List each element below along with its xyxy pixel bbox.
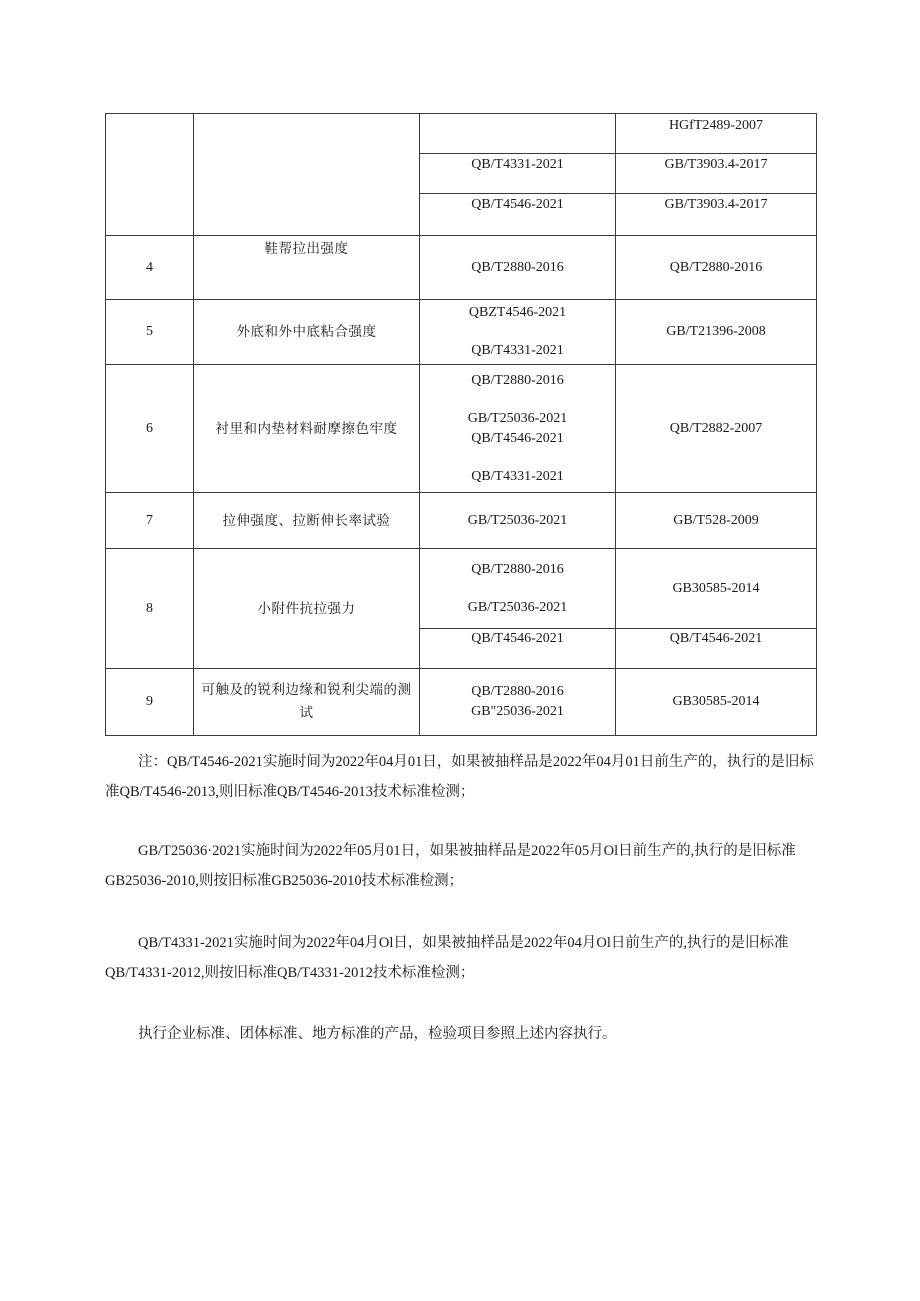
method-line: QB/T4546-2021	[471, 430, 564, 446]
cell-method	[420, 114, 616, 154]
cell-standard: GB30585-2014	[616, 669, 817, 736]
cell-method: QB/T4546-2021	[420, 629, 616, 669]
method-line: GB"25036-2021	[471, 704, 564, 719]
cell-item	[194, 114, 420, 236]
cell-no: 6	[106, 365, 194, 493]
cell-no: 5	[106, 300, 194, 365]
cell-no: 7	[106, 493, 194, 549]
cell-methods	[420, 549, 616, 629]
cell-methods	[420, 669, 616, 736]
cell-standard: GB/T528-2009	[616, 493, 817, 549]
table-row	[106, 365, 817, 493]
method-line: QB/T2880-2016	[471, 561, 564, 577]
table-row	[106, 669, 817, 736]
table-row	[106, 114, 817, 154]
method-line: QB/T2880-2016	[471, 372, 564, 388]
cell-no: 9	[106, 669, 194, 736]
method-line: QBZT4546-2021	[468, 305, 567, 320]
method-line: QB/T4331-2021	[471, 343, 564, 358]
table-row	[106, 236, 817, 300]
notes-section	[105, 928, 816, 988]
cell-standard: GB/T3903.4-2017	[616, 154, 817, 194]
cell-item: 鞋帮拉出强度	[194, 236, 420, 300]
note-paragraph: QB/T4331-2021实施时间为2022年04月Ol日，如果被抽样品是2022年04月Ol日前生产的,执行的是旧标准QB/T4331-2012,则按旧标准QB/T4331-2012技术标准检测；	[105, 935, 789, 981]
note-paragraph: GB/T25036·2021实施时间为2022年05月01日，如果被抽样品是2022年05月Ol日前生产的,执行的是旧标准GB25036-2010,则按旧标准GB25036-2010技术标准检测；	[105, 843, 796, 889]
cell-standard: QB/T2880-2016	[616, 236, 817, 300]
method-line: GB/T25036-2021	[467, 599, 568, 615]
cell-standard: GB30585-2014	[616, 549, 817, 629]
cell-item: 衬里和内垫材料耐摩擦色牢度	[194, 365, 420, 493]
cell-methods	[420, 365, 616, 493]
cell-item: 小附件抗拉强力	[194, 549, 420, 669]
cell-methods	[420, 300, 616, 365]
note-paragraph: 执行企业标准、团体标准、地方标准的产品，检验项目参照上述内容执行。	[138, 1026, 617, 1042]
cell-method: QB/T2880-2016	[420, 236, 616, 300]
cell-standard: QB/T2882-2007	[616, 365, 817, 493]
cell-standard: GB/T21396-2008	[616, 300, 817, 365]
cell-standard: QB/T4546-2021	[616, 629, 817, 669]
cell-item: 外底和外中底粘合强度	[194, 300, 420, 365]
cell-no: 4	[106, 236, 194, 300]
table-row	[106, 300, 817, 365]
method-line: QB/T2880-2016	[471, 684, 564, 699]
cell-method: GB/T25036-2021	[420, 493, 616, 549]
notes-section	[105, 747, 816, 807]
cell-item: 可触及的锐利边缘和锐利尖端的测试	[194, 669, 420, 736]
cell-no	[106, 114, 194, 236]
notes-section	[105, 836, 816, 896]
cell-standard: HGfT2489-2007	[616, 114, 817, 154]
table-row	[106, 493, 817, 549]
notes-section	[105, 1019, 816, 1049]
method-line: GB/T25036-2021	[467, 410, 568, 426]
cell-no: 8	[106, 549, 194, 669]
cell-item: 拉伸强度、拉断伸长率试验	[194, 493, 420, 549]
table-row	[106, 549, 817, 629]
note-paragraph: 注：QB/T4546-2021实施时间为2022年04月01日，如果被抽样品是2022年04月01日前生产的，执行的是旧标准QB/T4546-2013,则旧标准QB/T4546-2013技术标准检测；	[105, 754, 814, 800]
cell-method: QB/T4546-2021	[420, 194, 616, 236]
cell-standard: GB/T3903.4-2017	[616, 194, 817, 236]
method-line: QB/T4331-2021	[471, 468, 564, 484]
test-standards-table	[105, 113, 817, 736]
cell-method: QB/T4331-2021	[420, 154, 616, 194]
